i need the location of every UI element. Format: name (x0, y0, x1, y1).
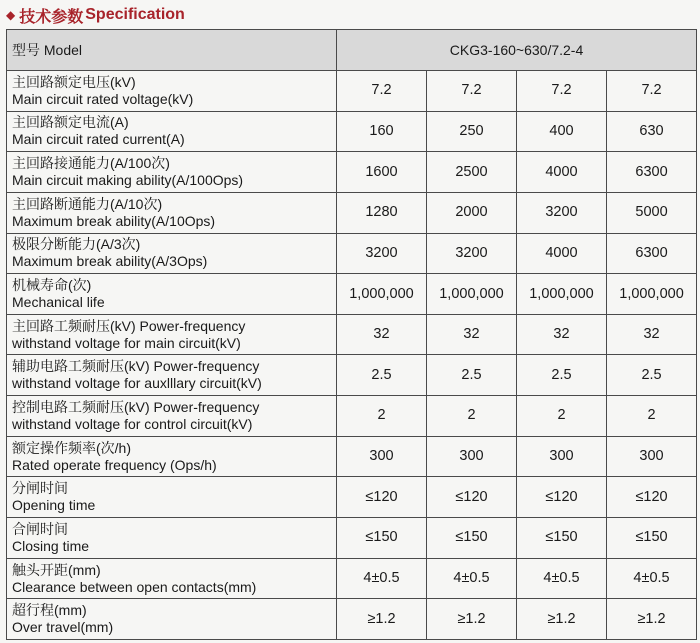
value-cell: 5000 (607, 192, 697, 233)
value-cell: ≤150 (517, 518, 607, 559)
value-cell: 160 (337, 111, 427, 152)
table-row (7, 436, 697, 477)
value-cell: ≤120 (517, 477, 607, 518)
value-cell: 6300 (607, 152, 697, 193)
value-cell: 3200 (427, 233, 517, 274)
table-row (7, 111, 697, 152)
table-row (7, 396, 697, 437)
value-cell: 2.5 (427, 355, 517, 396)
row-label-en: Clearance between open contacts(mm) (12, 578, 257, 595)
value-cell: 2000 (427, 192, 517, 233)
value-cell: 1,000,000 (607, 274, 697, 315)
row-label-zh: 极限分断能力(A/3次) (12, 236, 141, 253)
value-cell: 7.2 (607, 71, 697, 112)
value-cell: 2500 (427, 152, 517, 193)
value-cell: 4±0.5 (607, 558, 697, 599)
value-cell: 2.5 (607, 355, 697, 396)
row-label-zh: 主回路接通能力(A/100次) (12, 155, 170, 172)
value-cell: ≤120 (427, 477, 517, 518)
value-cell: ≥1.2 (607, 599, 697, 640)
value-cell: 300 (607, 436, 697, 477)
table-row (7, 518, 697, 559)
spec-table (6, 29, 697, 640)
value-cell: 300 (427, 436, 517, 477)
table-row (7, 274, 697, 315)
value-cell: 1,000,000 (337, 274, 427, 315)
row-label (7, 396, 337, 437)
value-cell: ≤120 (607, 477, 697, 518)
value-cell: 4±0.5 (427, 558, 517, 599)
row-label-en: withstand voltage for control circuit(kV) (12, 415, 253, 432)
row-label (7, 355, 337, 396)
value-cell: 1600 (337, 152, 427, 193)
row-label-en: Closing time (12, 537, 90, 554)
row-label-zh: 控制电路工频耐压(kV) Power-frequency (12, 398, 260, 415)
row-label-zh: 超行程(mm) (12, 602, 87, 619)
value-cell: 300 (337, 436, 427, 477)
row-label-zh: 主回路工频耐压(kV) Power-frequency (12, 317, 246, 334)
row-label-zh: 主回路额定电流(A) (12, 114, 129, 131)
row-label (7, 192, 337, 233)
row-label-en: Main circuit rated voltage(kV) (12, 90, 194, 107)
table-row (7, 558, 697, 599)
diamond-icon: ◆ (6, 8, 16, 22)
value-cell: 4±0.5 (517, 558, 607, 599)
table-row (7, 192, 697, 233)
row-label (7, 599, 337, 640)
value-cell: 2 (517, 396, 607, 437)
row-label-en: Over travel(mm) (12, 619, 114, 636)
header-row (7, 30, 697, 71)
value-cell: 4000 (517, 152, 607, 193)
value-cell: ≥1.2 (337, 599, 427, 640)
value-cell: ≤120 (337, 477, 427, 518)
row-label-zh: 合闸时间 (12, 520, 68, 537)
header-label: 型号 Model (7, 30, 337, 71)
value-cell: 32 (427, 314, 517, 355)
row-label-zh: 主回路额定电压(kV) (12, 73, 136, 90)
table-row (7, 71, 697, 112)
value-cell: 2.5 (517, 355, 607, 396)
value-cell: 3200 (337, 233, 427, 274)
value-cell: ≥1.2 (427, 599, 517, 640)
row-label-en: Main circuit making ability(A/100Ops) (12, 172, 244, 189)
row-label (7, 233, 337, 274)
row-label-zh: 机械寿命(次) (12, 277, 92, 294)
row-label (7, 314, 337, 355)
value-cell: 4000 (517, 233, 607, 274)
value-cell: 400 (517, 111, 607, 152)
row-label (7, 518, 337, 559)
row-label-en: Main circuit rated current(A) (12, 131, 185, 148)
value-cell: 3200 (517, 192, 607, 233)
value-cell: ≤150 (337, 518, 427, 559)
row-label-en: withstand voltage for auxlllary circuit(kV) (12, 375, 262, 392)
table-row (7, 233, 697, 274)
value-cell: 7.2 (517, 71, 607, 112)
value-cell: 32 (337, 314, 427, 355)
row-label-en: Maximum break ability(A/10Ops) (12, 212, 216, 229)
section-heading (6, 4, 185, 26)
value-cell: 32 (517, 314, 607, 355)
value-cell: 1,000,000 (427, 274, 517, 315)
table-row (7, 355, 697, 396)
table-row (7, 477, 697, 518)
value-cell: 630 (607, 111, 697, 152)
heading-cn: 技术参数 (19, 8, 84, 26)
value-cell: ≤150 (607, 518, 697, 559)
row-label-en: Rated operate frequency (Ops/h) (12, 456, 217, 473)
row-label-zh: 辅助电路工频耐压(kV) Power-frequency (12, 358, 260, 375)
value-cell: 1280 (337, 192, 427, 233)
value-cell: 2.5 (337, 355, 427, 396)
value-cell: 1,000,000 (517, 274, 607, 315)
value-cell: 6300 (607, 233, 697, 274)
value-cell: ≤150 (427, 518, 517, 559)
value-cell: 250 (427, 111, 517, 152)
row-label-zh: 额定操作频率(次/h) (12, 439, 131, 456)
row-label (7, 477, 337, 518)
header-model: CKG3-160~630/7.2-4 (337, 30, 697, 71)
row-label-zh: 分闸时间 (12, 480, 68, 497)
heading-en: Specification (85, 6, 185, 23)
table-row (7, 599, 697, 640)
value-cell: ≥1.2 (517, 599, 607, 640)
value-cell: 7.2 (337, 71, 427, 112)
row-label (7, 111, 337, 152)
row-label (7, 558, 337, 599)
row-label (7, 152, 337, 193)
value-cell: 7.2 (427, 71, 517, 112)
value-cell: 300 (517, 436, 607, 477)
table-row (7, 152, 697, 193)
table-row (7, 314, 697, 355)
row-label (7, 274, 337, 315)
value-cell: 2 (427, 396, 517, 437)
row-label-zh: 主回路断通能力(A/10次) (12, 195, 163, 212)
value-cell: 4±0.5 (337, 558, 427, 599)
row-label-en: Opening time (12, 497, 96, 514)
value-cell: 2 (337, 396, 427, 437)
row-label (7, 436, 337, 477)
row-label-en: Maximum break ability(A/3Ops) (12, 253, 208, 270)
row-label-zh: 触头开距(mm) (12, 561, 101, 578)
row-label-en: withstand voltage for main circuit(kV) (12, 334, 241, 351)
value-cell: 2 (607, 396, 697, 437)
value-cell: 32 (607, 314, 697, 355)
row-label (7, 71, 337, 112)
row-label-en: Mechanical life (12, 294, 105, 311)
